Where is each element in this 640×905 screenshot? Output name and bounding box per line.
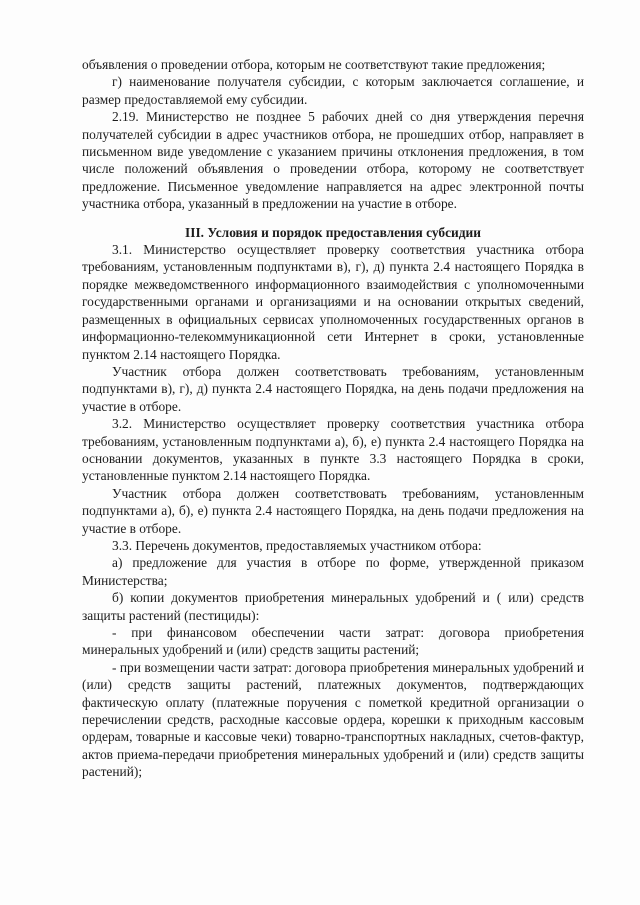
paragraph: 2.19. Министерство не позднее 5 рабочих дней со дня утверждения перечня получателей субсидии в адрес участников отбора, не прошедших отбор, направляет в письменном виде уведомление с указанием причины отклонения предложения, в том числе положений объявления о проведении отбора, которому не соответствует предложение. Письменное уведомление направляется на адрес электронной почты участника отбора, указанный в предложении на участие в отборе. [82, 109, 584, 212]
paragraph: б) копии документов приобретения минеральных удобрений и ( или) средств защиты растений (пестициды): [82, 590, 584, 623]
section-title: III. Условия и порядок предоставления субсидии [185, 224, 481, 240]
paragraph: а) предложение для участия в отборе по форме, утвержденной приказом Министерства; [82, 555, 584, 588]
paragraph: 3.1. Министерство осуществляет проверку соответствия участника отбора требованиям, установленным подпунктами в), г), д) пункта 2.4 настоящего Порядка в порядке межведомственного информационного взаимодействия с уполномоченными государственными органами и организациями и на основании открытых сведений, размещенных в официальных сервисах уполномоченных государственных органов в информационно-телекоммуникационной сети Интернет в сроки, установленные пунктом 2.14 настоящего Порядка. [82, 242, 584, 362]
paragraph: - при возмещении части затрат: договора приобретения минеральных удобрений и (или) средств защиты растений, платежных документов, подтверждающих фактическую оплату (платежные поручения с пометкой кредитной организации о перечислении средств, расходные кассовые ордера, корешки к приходным кассовым ордерам, товарные и кассовые чеки) товарно-транспортных накладных, счетов-фактур, актов приема-передачи приобретения минеральных удобрений и (или) средств защиты растений); [82, 659, 584, 780]
paragraph: Участник отбора должен соответствовать требованиям, установленным подпунктами в), г), д) пункта 2.4 настоящего Порядка, на день подачи предложения на участие в отборе. [82, 363, 584, 414]
document-body [82, 56, 584, 781]
paragraph: г) наименование получателя субсидии, с которым заключается соглашение, и размер предоставляемой ему субсидии. [82, 74, 584, 107]
paragraph: - при финансовом обеспечении части затрат: договора приобретения минеральных удобрений и (или) средств защиты растений; [82, 625, 584, 658]
paragraph: 3.2. Министерство осуществляет проверку соответствия участника отбора требованиям, установленным подпунктами а), б), е) пункта 2.4 настоящего Порядка на основании документов, указанных в пункте 3.3 настоящего Порядка в сроки, установленные пунктом 2.14 настоящего Порядка. [82, 416, 584, 484]
paragraph: 3.3. Перечень документов, предоставляемых участником отбора: [112, 537, 482, 553]
paragraph: Участник отбора должен соответствовать требованиям, установленным подпунктами а), б), е) пункта 2.4 настоящего Порядка, на день подачи предложения на участие в отборе. [82, 485, 584, 536]
paragraph: объявления о проведении отбора, которым не соответствуют такие предложения; [82, 57, 546, 72]
